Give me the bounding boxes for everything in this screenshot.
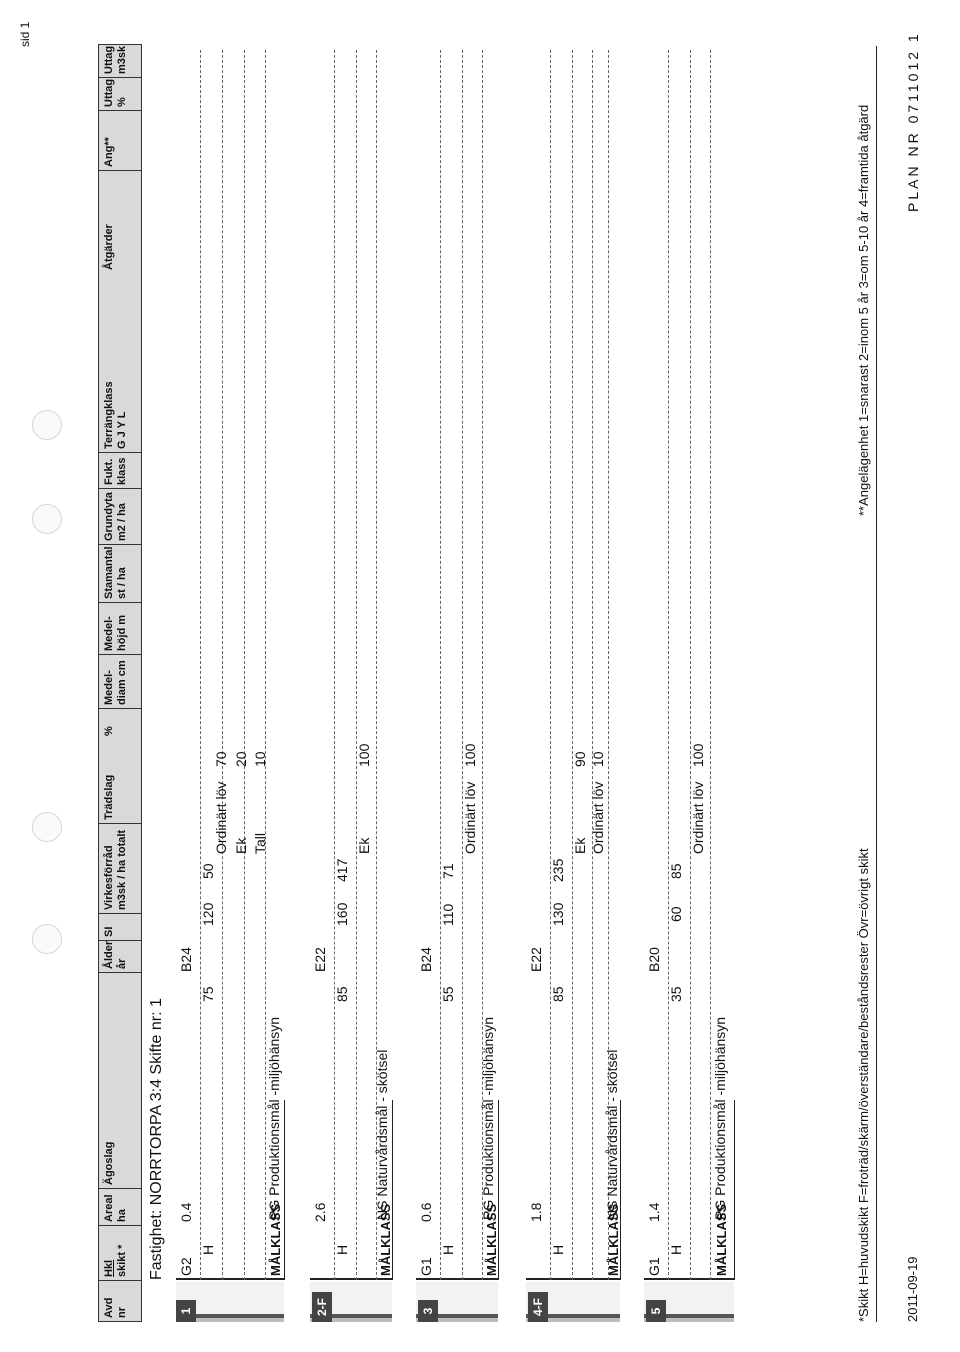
vol-tot-cell: 50 <box>200 863 216 879</box>
col-alder: Ålder år <box>99 941 141 973</box>
goal-text: NS Naturvårdsmål - skötsel <box>374 1049 390 1220</box>
col-stamantal: Stamantal st / ha <box>99 545 141 603</box>
areal-cell: 0.6 <box>418 1202 434 1222</box>
species-cell: Ordinärt löv <box>462 781 478 854</box>
col-uttag-pct: Uttag % <box>99 78 141 111</box>
species-cell: Tall <box>252 832 268 854</box>
alder-cell: 35 <box>668 986 684 1002</box>
vol-ha-cell: 130 <box>550 902 566 926</box>
alder-cell: 85 <box>334 986 350 1002</box>
angelagenhet-note: **Angelägenhet 1=snarast 2=inom 5 år 3=om 5-10 år 4=framtida åtgärd <box>856 104 871 516</box>
date: 2011-09-19 <box>905 1256 920 1322</box>
skikt-note: *Skikt H=huvudskikt F=froträd/skärm/överständare/beståndsrester Övr=övrigt skikt <box>856 848 871 1322</box>
alder-cell: 55 <box>440 986 456 1002</box>
vol-tot-cell: 71 <box>440 863 456 879</box>
col-uttag-m3sk: Uttag m3sk <box>99 45 141 78</box>
alder-cell: 75 <box>200 986 216 1002</box>
species-cell: Ek <box>572 837 588 854</box>
species-pct-cell: 100 <box>690 743 706 767</box>
avd-number: 3 <box>418 1300 438 1322</box>
goal-text: PG Produktionsmål -miljöhänsyn <box>480 1016 496 1220</box>
vol-ha-cell: 160 <box>334 902 350 926</box>
col-avd: Avd nr <box>103 1297 128 1318</box>
si-cell: B20 <box>646 947 662 972</box>
goal-text: PG Produktionsmål -miljöhänsyn <box>712 1016 728 1220</box>
layer-cell: H <box>334 1244 350 1255</box>
species-pct-cell: 90 <box>572 751 588 767</box>
layer-cell: H <box>440 1244 456 1255</box>
col-hkl: Hkl skikt * <box>99 1226 141 1281</box>
vol-ha-cell: 60 <box>668 906 684 922</box>
species-cell: Ordinärt löv <box>590 781 606 854</box>
vol-ha-cell: 120 <box>200 902 216 926</box>
species-pct-cell: 70 <box>213 751 229 767</box>
vol-tot-cell: 235 <box>550 858 566 882</box>
avd-number: 2-F <box>312 1292 332 1322</box>
malklass-label: MÅLKLASS <box>606 1203 621 1276</box>
col-tradslag: Trädslag <box>99 739 141 824</box>
species-pct-cell: 10 <box>252 751 268 767</box>
hkl-cell: G1 <box>418 1257 434 1276</box>
property-title: Fastighet: NORRTORPA 3:4 Skifte nr: 1 <box>148 998 165 1280</box>
species-pct-cell: 100 <box>462 743 478 767</box>
layer-cell: H <box>550 1244 566 1255</box>
malklass-label: MÅLKLASS <box>484 1203 499 1276</box>
page-number: sid 1 <box>18 21 32 47</box>
goal-text: PG Produktionsmål -miljöhänsyn <box>266 1016 282 1220</box>
col-percent: % <box>103 726 115 736</box>
col-medeldiam: Medel- diam cm <box>99 655 141 709</box>
col-agoslag: Ägoslag <box>99 973 141 1189</box>
avd-number: 4-F <box>528 1292 548 1322</box>
avd-number: 5 <box>646 1300 666 1322</box>
col-ang: Ang** <box>99 111 141 171</box>
si-cell: E22 <box>312 947 328 972</box>
plan-number: PLAN NR 0711012 1 <box>905 31 921 212</box>
layer-cell: H <box>668 1244 684 1255</box>
si-cell: B24 <box>178 947 194 972</box>
col-fuktklass: Fukt. klass <box>99 453 141 489</box>
goal-text: NS Naturvårdsmål - skötsel <box>604 1049 620 1220</box>
species-pct-cell: 20 <box>233 751 249 767</box>
species-cell: Ek <box>356 837 372 854</box>
si-cell: E22 <box>528 947 544 972</box>
col-terrangklass: Terrängklass G J Y L <box>99 373 141 453</box>
areal-cell: 0.4 <box>178 1202 194 1222</box>
species-cell: Ordinärt löv <box>690 781 706 854</box>
areal-cell: 1.4 <box>646 1202 662 1222</box>
malklass-label: MÅLKLASS <box>268 1203 283 1276</box>
col-atgarder: Åtgärder <box>103 224 115 270</box>
layer-cell: H <box>200 1244 216 1255</box>
hkl-cell: G1 <box>646 1257 662 1276</box>
column-header <box>98 44 142 1322</box>
col-medelhojd: Medel- höjd m <box>99 603 141 655</box>
col-si: SI <box>99 914 141 941</box>
vol-tot-cell: 417 <box>334 858 350 882</box>
vol-tot-cell: 85 <box>668 863 684 879</box>
areal-cell: 2.6 <box>312 1202 328 1222</box>
alder-cell: 85 <box>550 986 566 1002</box>
col-grundyta: Grundyta m2 / ha <box>99 489 141 545</box>
species-pct-cell: 10 <box>590 751 606 767</box>
hkl-cell: G2 <box>178 1257 194 1276</box>
malklass-label: MÅLKLASS <box>714 1203 729 1276</box>
species-cell: Ordinärt löv <box>213 781 229 854</box>
species-cell: Ek <box>233 837 249 854</box>
si-cell: B24 <box>418 947 434 972</box>
col-areal: Areal ha <box>99 1189 141 1226</box>
avd-number: 1 <box>176 1300 196 1322</box>
species-pct-cell: 100 <box>356 743 372 767</box>
areal-cell: 1.8 <box>528 1202 544 1222</box>
vol-ha-cell: 110 <box>440 903 456 926</box>
col-virkesforrad: Virkesförråd m3sk / ha totalt <box>99 824 141 914</box>
malklass-label: MÅLKLASS <box>378 1203 393 1276</box>
